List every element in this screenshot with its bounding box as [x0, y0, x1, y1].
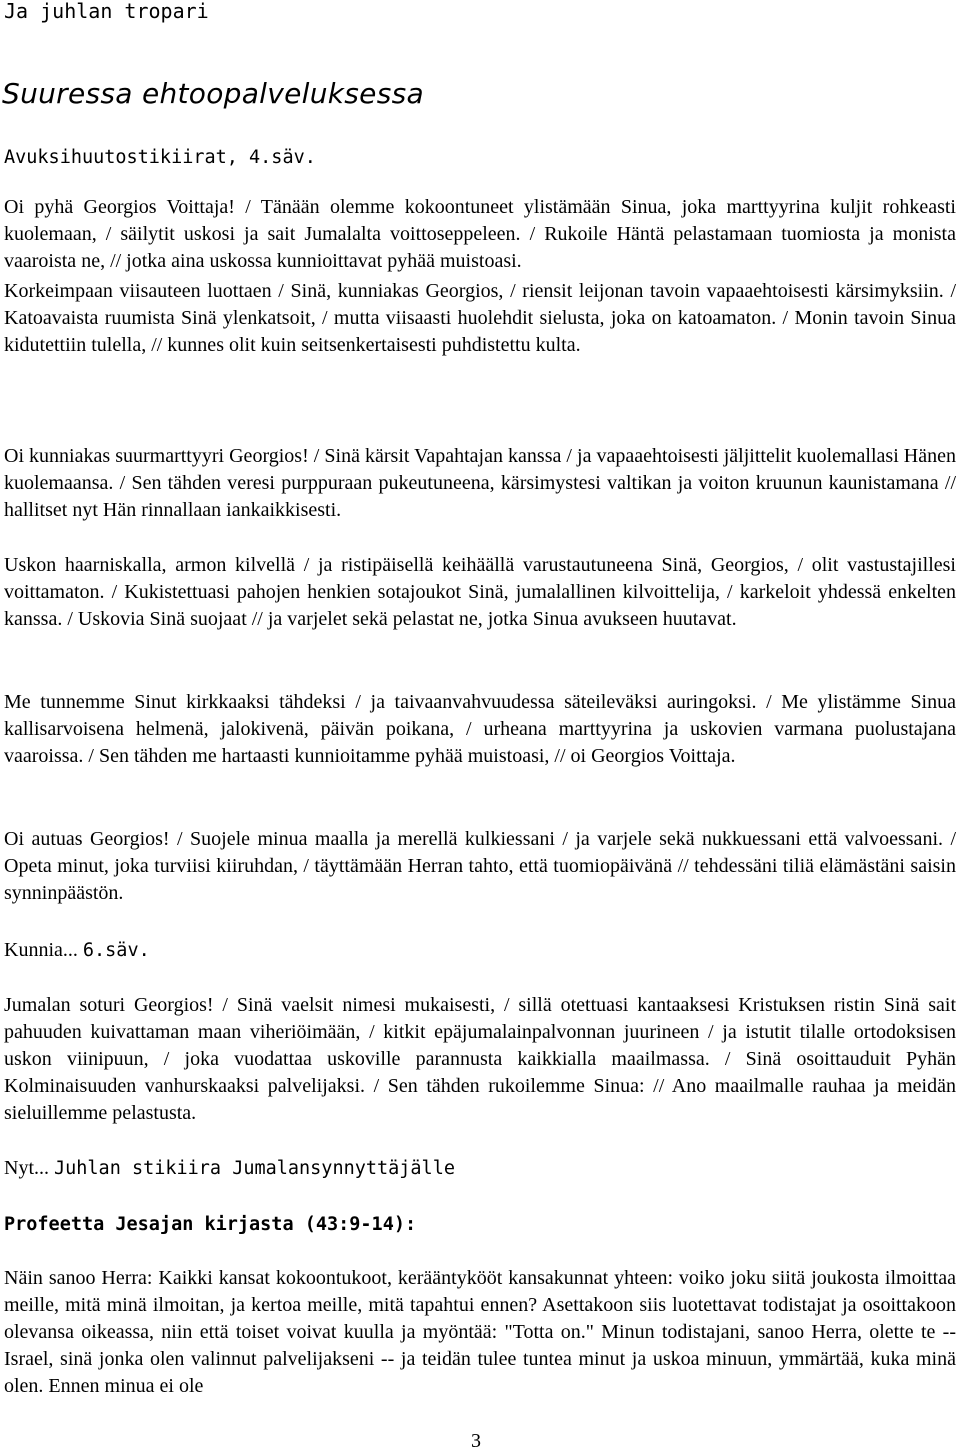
section-subtitle: Avuksihuutostikiirat, 4.säv. — [4, 147, 316, 168]
sticheron-6: Oi autuas Georgios! / Suojele minua maalla ja merellä kulkiessani / ja varjele sekä nukkuessani että valvoessani. / Opeta minut, joka turviisi kiiruhdan, / täyttämään Herran tahto, että tuomiopäivänä // tehdessäni tiliä elämästäni saisin synninpäästön. — [4, 828, 956, 904]
nyt-cue — [4, 1155, 455, 1182]
kunnia-cue — [4, 937, 150, 964]
sticheron-4: Uskon haarniskalla, armon kilvellä / ja ristipäisellä keihäällä varustautuneena Sinä, Georgios, / olit vastustajillesi voittamaton. / Kukistettuasi pahojen henkien sotajoukot Sinä, jumalallinen kilvoittelija, / karkeloit yhdessä enkelten kanssa. / Uskovia Sinä suojaat // ja varjelet sekä pelastat ne, jotka Sinua avukseen huutavat. — [4, 554, 956, 630]
kunnia-sticheron: Jumalan soturi Georgios! / Sinä vaelsit nimesi mukaisesti, / sillä otettuasi kantaaksesi Kristuksen ristin Sinä sait pahuuden kuivattaman maan viheriöimään, / kitkit epäjumalainpalvonnan juurineen / ja istutit tilalle ortodoksisen uskon viinipuun, / joka vuodattaa uskoville parannusta kaikkialla maailmassa. / Sinä osoittauduit Pyhän Kolminaisuuden vanhurskaaksi palvelijaksi. / Sen tähden rukoilemme Sinua: // Ano maailmalle rauhaa ja meidän sieluillemme pelastusta. — [4, 994, 956, 1124]
sticheron-5: Me tunnemme Sinut kirkkaaksi tähdeksi / ja taivaanvahvuudessa säteileväksi auringoksi. / Me ylistämme Sinua kallisarvoisena helmenä, jalokivenä, päivän poikana, / urheana marttyyrina ja uskovien varmana puolustajana vaaroissa. / Sen tähden me hartaasti kunnioitamme pyhää muistoasi, // oi Georgios Voittaja. — [4, 691, 956, 767]
sticheron-1: Oi pyhä Georgios Voittaja! / Tänään olemme kokoontuneet ylistämään Sinua, joka marttyyrina kuljit rohkeasti kuolemaan, / säilytit uskosi ja sait Jumalalta voittoseppeleen. / Rukoile Häntä pelastamaan tuomiosta ja monista vaaroista ne, // jotka aina uskossa kunnioittavat pyhää muistoasi. — [4, 196, 956, 272]
reading-heading: Profeetta Jesajan kirjasta (43:9-14): — [4, 1214, 417, 1235]
nyt-heading: Juhlan stikiira Jumalansynnyttäjälle — [54, 1158, 455, 1179]
section-title: Suuressa ehtoopalveluksessa — [2, 77, 424, 110]
page-number: 3 — [471, 1430, 481, 1452]
kunnia-tone: 6.säv. — [82, 940, 150, 961]
kunnia-text: Kunnia... — [4, 939, 78, 961]
sticheron-3: Oi kunniakas suurmarttyyri Georgios! / Sinä kärsit Vapahtajan kanssa / ja vapaaehtoisesti jäljittelit kuolemallasi Hänen kuolemaansa. / Sen tähden veresi purppuraan pukeutuneena, kärsimystesi valtikan ja voiton kruunun kaunistamana // hallitset nyt Hän rinnallaan iankaikkisesti. — [4, 445, 956, 521]
nyt-text: Nyt... — [4, 1157, 49, 1179]
running-head: Ja juhlan tropari — [4, 0, 209, 23]
sticheron-2: Korkeimpaan viisauteen luottaen / Sinä, kunniakas Georgios, / riensit leijonan tavoin vapaaehtoisesti kärsimyksiin. / Katoavaista ruumista Sinä ylenkatsoit, / mutta viisaasti huolehdit sielusta, joka on katoamaton. / Monin tavoin Sinua kidutettiin tulella, // kunnes olit kuin seitsenkertaisesti puhdistettu kulta. — [4, 280, 956, 356]
reading-text: Näin sanoo Herra: Kaikki kansat kokoontukoot, kerääntykööt kansakunnat yhteen: voiko joku siitä joukosta ilmoittaa meille, mitä minä ilmoitan, ja kertoa meille, mitä tapahtui ennen? Asettakoon siis luotettavat todistajat ja osoittakoon olevansa oikeassa, niin että toiset voivat kuulla ja myöntää: "Totta on." Minun todistajani, sanoo Herra, olette te -- Israel, sinä jonka olen valinnut palvelijakseni -- ja teidän tulee tuntea minut ja uskoa minuun, ymmärtää, kuka minä olen. Ennen minua ei ole — [4, 1267, 956, 1397]
